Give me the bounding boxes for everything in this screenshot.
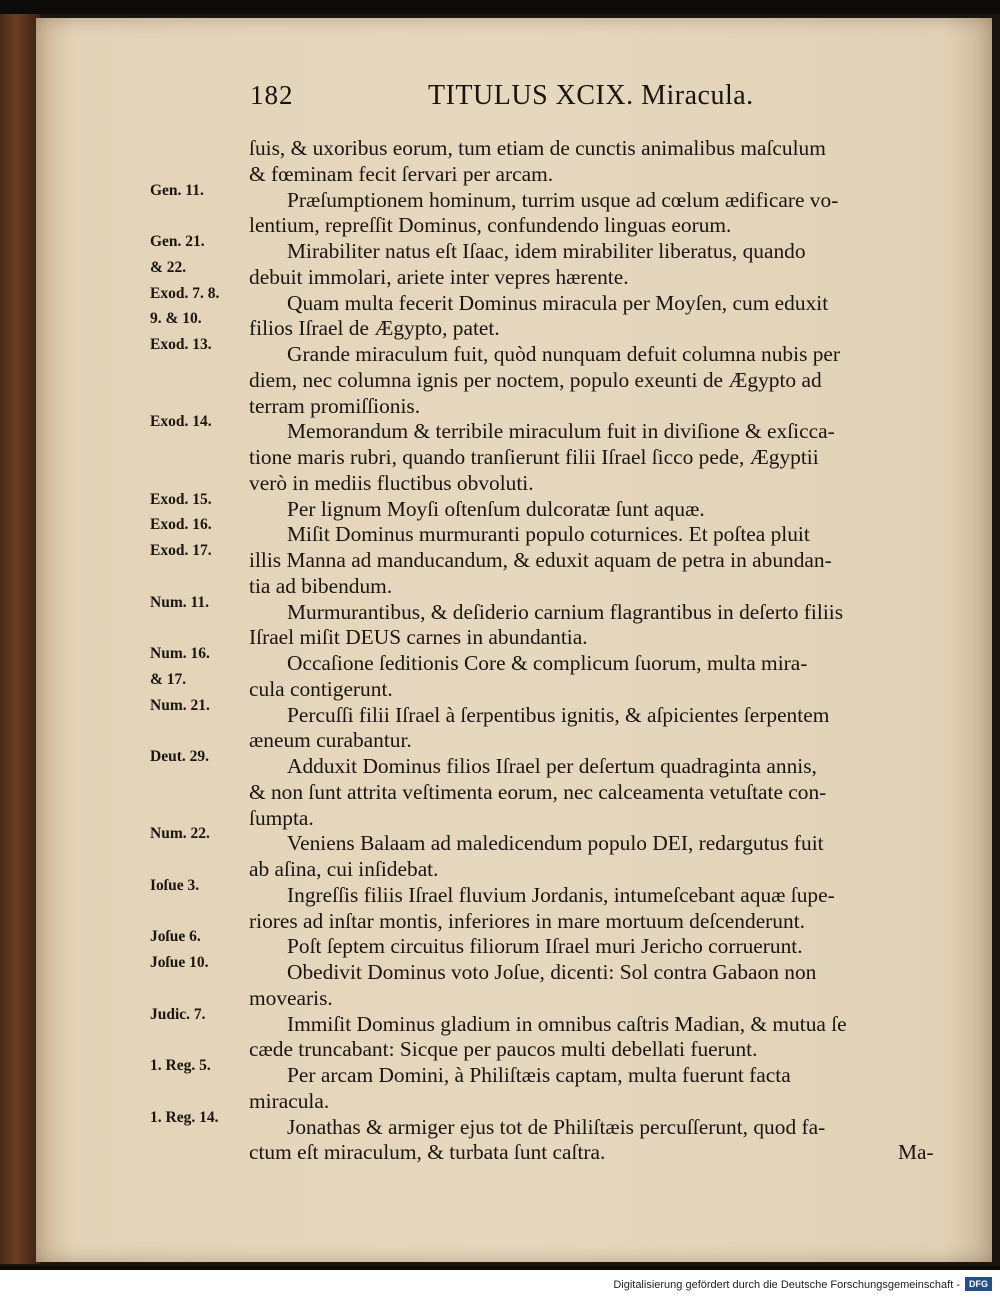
body-text: Miſit Dominus murmuranti populo coturnices. Et poſtea pluit <box>287 522 810 547</box>
body-text: Jonathas & armiger ejus tot de Philiſtæis percuſſerunt, quod fa- <box>287 1114 826 1139</box>
body-text: movearis. <box>249 985 333 1010</box>
funding-credit: Digitalisierung gefördert durch die Deutsche Forschungsgemeinschaft - <box>613 1279 960 1291</box>
margin-reference: Exod. 15. <box>150 490 212 508</box>
body-text: tia ad bibendum. <box>249 573 393 598</box>
text-line <box>0 748 1000 782</box>
text-line <box>0 780 1000 808</box>
margin-reference: & 22. <box>150 258 187 276</box>
margin-reference: Judic. 7. <box>150 1005 206 1023</box>
body-text: miracula. <box>249 1088 330 1113</box>
body-text: cula contigerunt. <box>249 676 393 701</box>
body-text: terram promiſſionis. <box>249 393 421 418</box>
body-text: Præſumptionem hominum, turrim usque ad cœlum ædificare vo- <box>287 187 839 212</box>
margin-reference: Gen. 11. <box>150 181 204 199</box>
body-text: lentium, repreſſit Dominus, confundendo linguas eorum. <box>249 213 732 238</box>
margin-reference: 1. Reg. 14. <box>150 1108 219 1126</box>
body-text: Adduxit Dominus filios Iſrael per deſertum quadraginta annis, <box>287 754 817 778</box>
text-line <box>0 336 1000 370</box>
margin-reference: Num. 16. <box>150 645 210 662</box>
margin-reference: Exod. 14. <box>150 413 212 431</box>
body-text: Immiſit Dominus gladium in omnibus caſtris Madian, & mutua ſe <box>287 1011 847 1036</box>
body-text: æneum curabantur. <box>249 728 412 753</box>
margin-reference: & 17. <box>150 670 187 688</box>
text-line <box>0 1108 1000 1143</box>
body-text: Per arcam Domini, à Philiſtæis captam, multa fuerunt facta <box>287 1063 791 1087</box>
body-text: Grande miraculum fuit, quòd nunquam defuit columna nubis per <box>287 342 841 366</box>
body-text: tione maris rubri, quando tranſierunt filii Iſrael ſicco pede, Ægyptii <box>249 445 819 469</box>
margin-reference: Num. 11. <box>150 593 209 611</box>
text-line <box>0 876 1000 911</box>
text-line <box>0 696 1000 731</box>
catchword: Ma- <box>898 1140 934 1165</box>
margin-reference: Num. 21. <box>150 696 210 714</box>
body-text: diem, nec columna ignis per noctem, populo exeunti de Ægypto ad <box>249 367 822 392</box>
body-text: Obedivit Dominus voto Joſue, dicenti: Sol contra Gabaon non <box>287 960 817 984</box>
text-line <box>0 445 1000 473</box>
body-text: riores ad inſtar montis, inferiores in mare mortuum deſcenderunt. <box>249 908 805 933</box>
margin-reference: 1. Reg. 5. <box>150 1057 211 1074</box>
margin-reference: Gen. 21. <box>150 233 205 250</box>
body-text: Quam multa fecerit Dominus miracula per Moyſen, cum eduxit <box>287 290 829 315</box>
body-text: Per lignum Moyſi oſtenſum dulcoratæ ſunt aquæ. <box>287 496 705 521</box>
dfg-logo: DFG <box>965 1277 992 1291</box>
body-text: ſumpta. <box>249 805 314 830</box>
body-text: filios Iſrael de Ægypto, patet. <box>249 316 500 341</box>
text-line <box>0 1057 1000 1091</box>
margin-reference: Ioſue 3. <box>150 876 200 894</box>
body-text: debuit immolari, ariete inter vepres hærente. <box>249 264 629 289</box>
margin-reference: Exod. 13. <box>150 336 212 353</box>
margin-reference: Exod. 17. <box>150 542 212 559</box>
running-header <box>250 80 950 120</box>
text-line <box>0 136 1000 164</box>
text-line <box>0 954 1000 988</box>
page-number: 182 <box>250 80 294 110</box>
body-text: ab aſina, cui inſidebat. <box>249 857 439 881</box>
margin-reference: Num. 22. <box>150 825 210 843</box>
text-line <box>0 1005 1000 1040</box>
margin-reference: Exod. 16. <box>150 516 212 534</box>
text-line <box>0 368 1000 396</box>
body-text: cæde truncabant: Sicque per paucos multi debellati fuerunt. <box>249 1037 758 1062</box>
text-line <box>0 181 1000 216</box>
body-text: Veniens Balaam ad maledicendum populo DEI, redargutus fuit <box>287 831 824 856</box>
margin-reference: Deut. 29. <box>150 748 209 765</box>
body-text: illis Manna ad manducandum, & eduxit aquam de petra in abundan- <box>249 548 832 572</box>
body-text: Ingreſſis filiis Iſrael fluvium Jordanis, intumeſcebant aquæ ſupe- <box>287 882 835 907</box>
body-text: Mirabiliter natus eſt Iſaac, idem mirabiliter liberatus, quando <box>287 239 806 263</box>
body-text: Poſt ſeptem circuitus filiorum Iſrael muri Jericho corruerunt. <box>287 934 803 959</box>
margin-reference: Joſue 6. <box>150 928 201 946</box>
body-text: Occaſione ſeditionis Core & complicum ſuorum, multa mira- <box>287 651 808 675</box>
text-line <box>0 825 1000 859</box>
running-title: TITULUS XCIX. Miracula. <box>428 80 754 111</box>
body-text: Iſrael miſit DEUS carnes in abundantia. <box>249 625 588 650</box>
text-line <box>0 1140 1000 1168</box>
text-line <box>0 542 1000 576</box>
margin-reference: 9. & 10. <box>150 310 202 328</box>
body-text: & non ſunt attrita veſtimenta eorum, nec calceamenta vetuſtate con- <box>249 779 827 804</box>
text-line <box>0 413 1000 447</box>
body-text: ſuis, & uxoribus eorum, tum etiam de cunctis animalibus maſculum <box>249 136 826 160</box>
text-line <box>0 593 1000 628</box>
body-text: Murmurantibus, & deſiderio carnium flagrantibus in deſerto filiis <box>287 599 844 624</box>
footer-bar <box>0 1270 1000 1298</box>
body-text: Percuſſi filii Iſrael à ſerpentibus ignitis, & aſpicientes ſerpentem <box>287 702 830 727</box>
body-text: ctum eſt miraculum, & turbata ſunt caſtra. <box>249 1140 606 1165</box>
margin-reference: Joſue 10. <box>150 954 209 971</box>
margin-reference: Exod. 7. 8. <box>150 284 220 302</box>
body-text: verò in mediis fluctibus obvoluti. <box>249 470 534 495</box>
body-text: & fœminam fecit ſervari per arcam. <box>249 161 554 186</box>
body-text: Memorandum & terribile miraculum fuit in diviſione & exſicca- <box>287 419 835 444</box>
